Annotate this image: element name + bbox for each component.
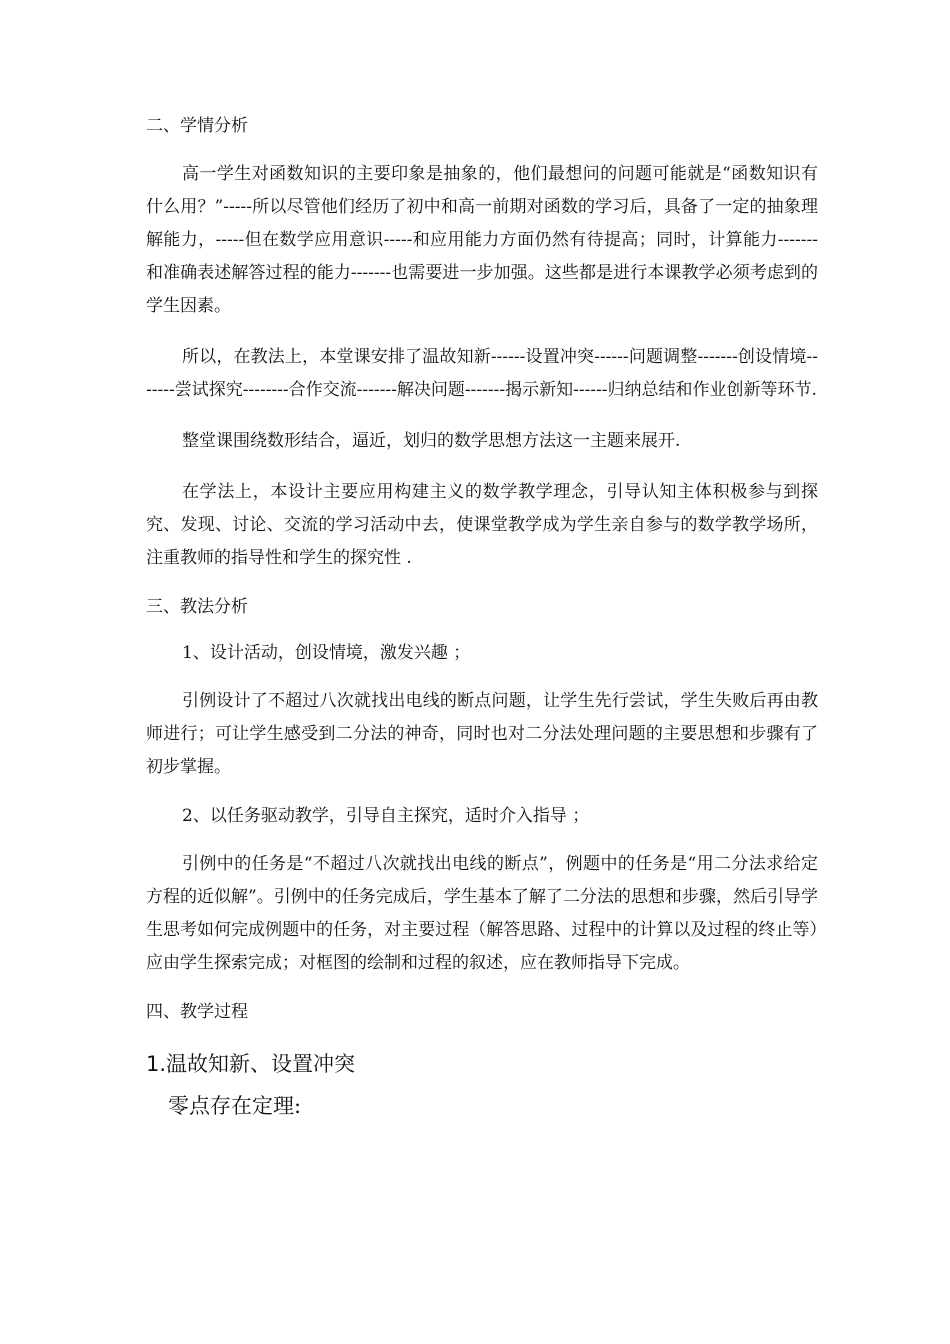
document-body: [146, 112, 818, 1122]
paragraph-student-impression: 高一学生对函数知识的主要印象是抽象的，他们最想问的问题可能就是“函数知识有什么用？”-----所以尽管他们经历了初中和高一前期对函数的学习后，具备了一定的抽象理解能力，-----但在数学应用意识-----和应用能力方面仍然有待提高；同时，计算能力-------和准确表述解答过程的能力-------也需要进一步加强。这些都是进行本课教学必须考虑到的学生因素。: [146, 164, 818, 316]
list-item-design-activity: 1、设计活动，创设情境，激发兴趣 ；: [182, 643, 471, 663]
heading-student-analysis: 二、学情分析: [146, 116, 248, 136]
subtitle-zero-theorem: 零点存在定理:: [168, 1094, 302, 1118]
heading-teaching-process: 四、教学过程: [146, 1002, 248, 1022]
paragraph-intro-example: 引例设计了不超过八次就找出电线的断点问题，让学生先行尝试，学生失败后再由教师进行；可让学生感受到二分法的神奇，同时也对二分法处理问题的主要思想和步骤有了初步掌握。: [146, 691, 818, 777]
paragraph-main-theme: 整堂课围绕数形结合，逼近，划归的数学思想方法这一主题来展开.: [182, 431, 681, 451]
paragraph-teaching-steps: 所以，在教法上，本堂课安排了温故知新------设置冲突------问题调整-------创设情境-------尝试探究--------合作交流-------解决问题-------揭示新知------归纳总结和作业创新等环节.: [146, 347, 818, 400]
list-item-task-driven: 2、以任务驱动教学，引导自主探究，适时介入指导 ；: [182, 806, 590, 826]
paragraph-learning-method: 在学法上，本设计主要应用构建主义的数学教学理念，引导认知主体积极参与到探究、发现、讨论、交流的学习活动中去，使课堂教学成为学生亲自参与的数学教学场所，注重教师的指导性和学生的探究性 .: [146, 482, 818, 568]
section-title-review: 1.温故知新、设置冲突: [146, 1052, 356, 1076]
paragraph-task-description: 引例中的任务是“不超过八次就找出电线的断点”，例题中的任务是“用二分法求给定方程的近似解”。引例中的任务完成后，学生基本了解了二分法的思想和步骤，然后引导学生思考如何完成例题中的任务，对主要过程（解答思路、过程中的计算以及过程的终止等）应由学生探索完成；对框图的绘制和过程的叙述，应在教师指导下完成。: [146, 854, 818, 973]
heading-teaching-method: 三、教法分析: [146, 597, 248, 617]
